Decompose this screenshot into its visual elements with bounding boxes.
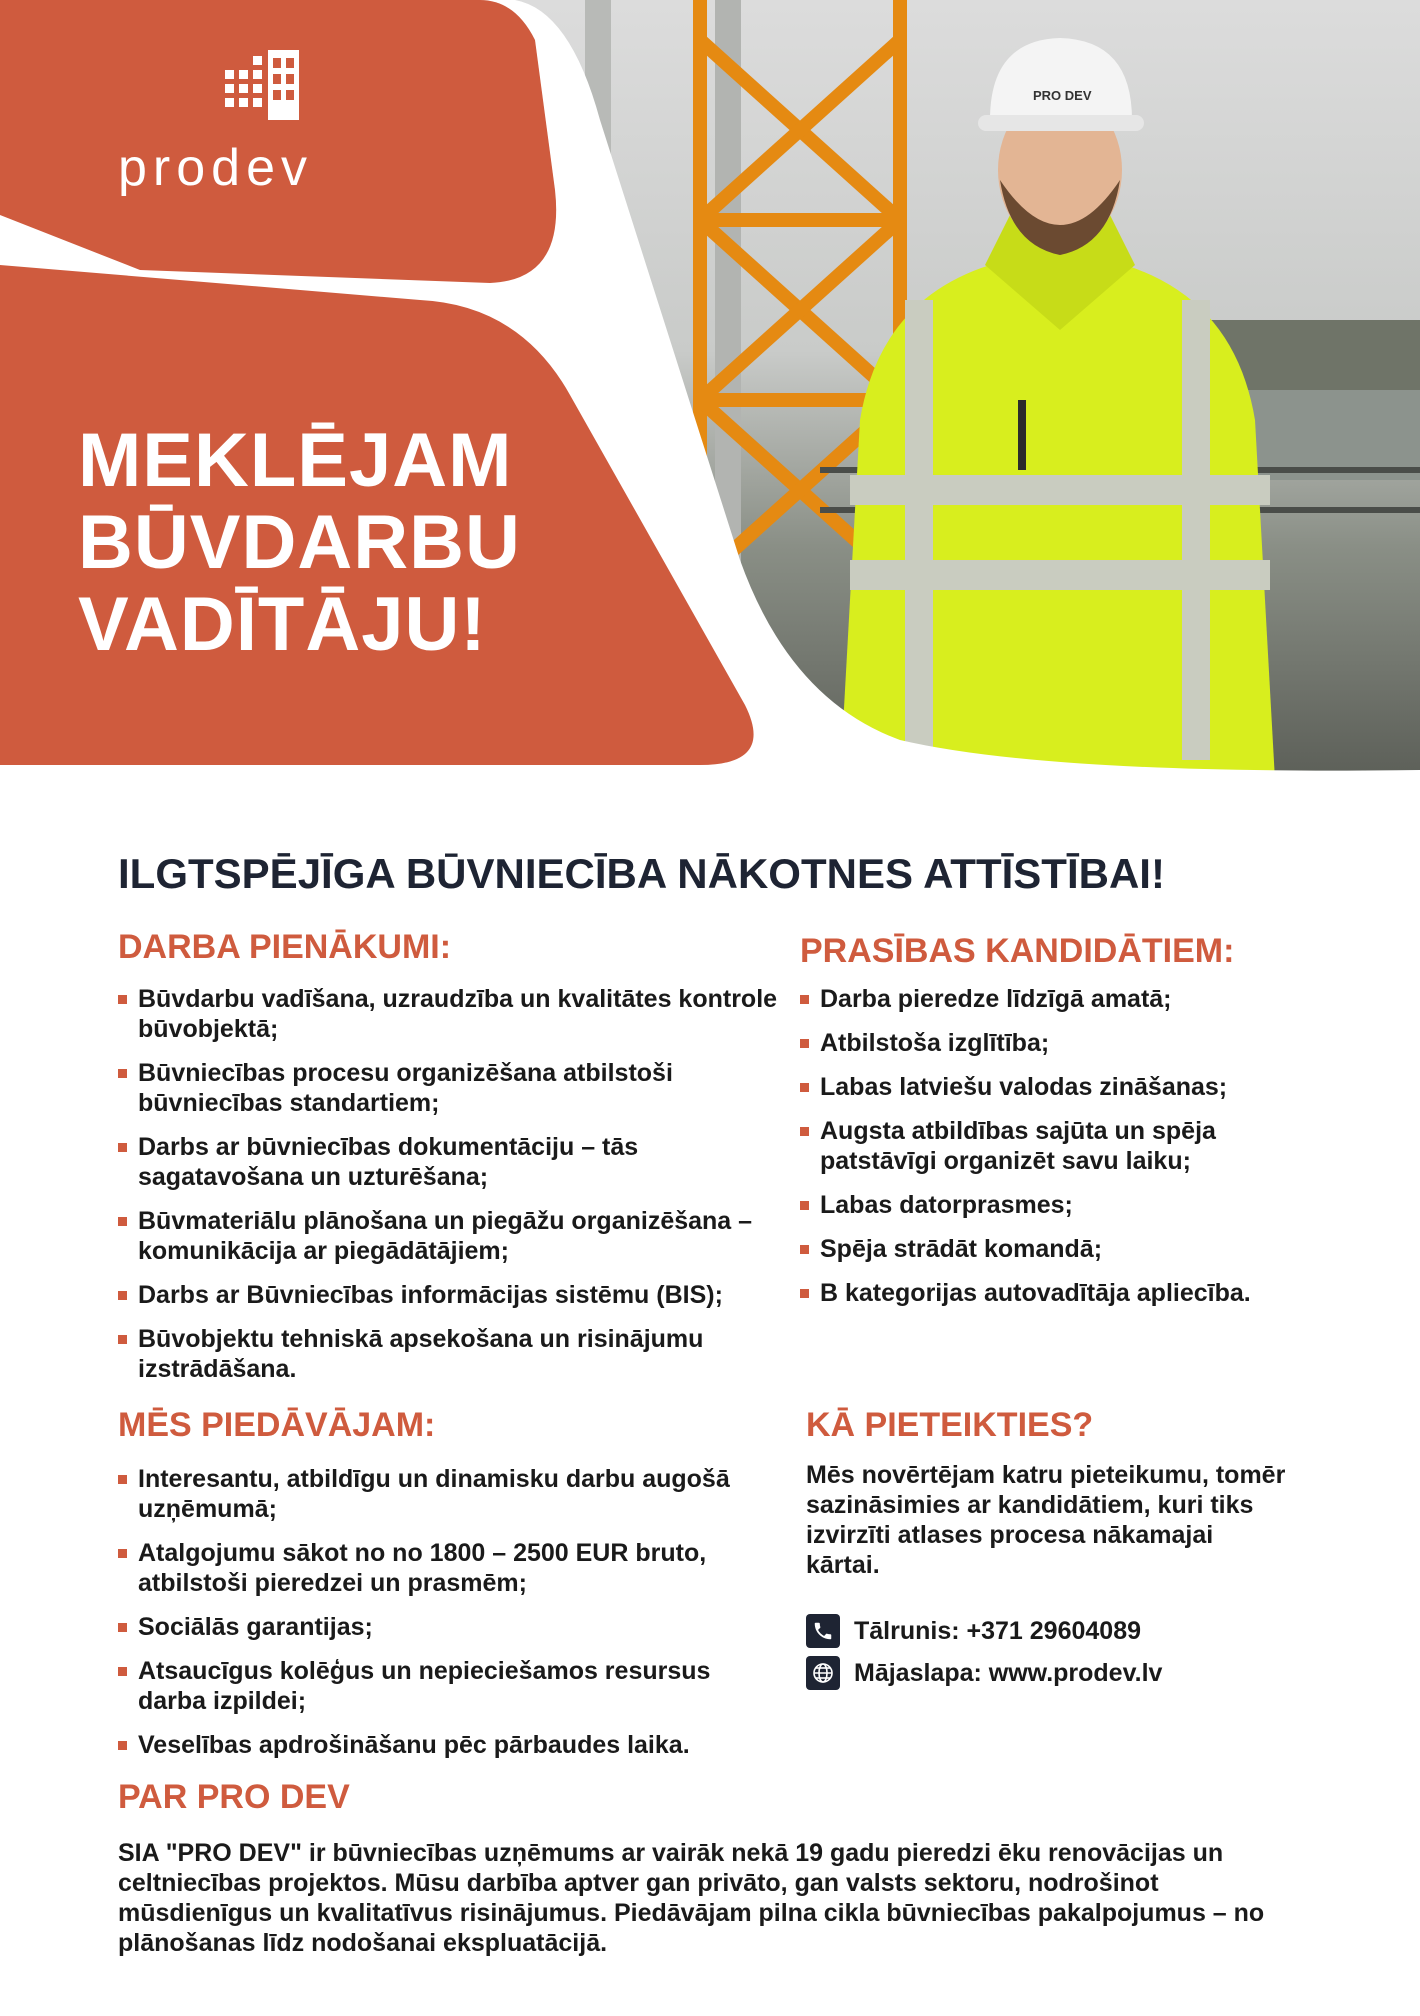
requirements-title: PRASĪBAS KANDIDĀTIEM: <box>800 932 1235 970</box>
contact-phone <box>806 1614 1141 1648</box>
hero-headline <box>78 420 638 666</box>
globe-icon <box>806 1656 840 1690</box>
website-link[interactable]: Mājaslapa: www.prodev.lv <box>854 1658 1163 1687</box>
list-item: Labas datorprasmes; <box>800 1190 1320 1220</box>
list-item: Būvniecības procesu organizēšana atbilstoši būvniecības standartiem; <box>118 1058 778 1118</box>
list-item: Darbs ar būvniecības dokumentāciju – tās sagatavošana un uzturēšana; <box>118 1132 778 1192</box>
duties-list <box>118 984 778 1398</box>
list-item: Darba pieredze līdzīgā amatā; <box>800 984 1320 1014</box>
list-item: Augsta atbildības sajūta un spēja patstāvīgi organizēt savu laiku; <box>800 1116 1320 1176</box>
list-item: Labas latviešu valodas zināšanas; <box>800 1072 1320 1102</box>
requirements-list <box>800 984 1320 1322</box>
about-title: PAR PRO DEV <box>118 1778 350 1816</box>
prodev-logo <box>118 48 418 198</box>
list-item: Atbilstoša izglītība; <box>800 1028 1320 1058</box>
building-icon <box>223 48 303 122</box>
apply-title: KĀ PIETEIKTIES? <box>806 1406 1094 1444</box>
list-item: Interesantu, atbildīgu un dinamisku darbu augošā uzņēmumā; <box>118 1464 778 1524</box>
list-item: Būvdarbu vadīšana, uzraudzība un kvalitātes kontrole būvobjektā; <box>118 984 778 1044</box>
list-item: Atsaucīgus kolēģus un nepieciešamos resursus darba izpildei; <box>118 1656 778 1716</box>
headline-line-2: BŪVDARBU <box>78 500 521 585</box>
phone-icon <box>806 1614 840 1648</box>
duties-title: DARBA PIENĀKUMI: <box>118 928 452 966</box>
phone-link[interactable]: Tālrunis: +371 29604089 <box>854 1616 1141 1645</box>
list-item: Būvmateriālu plānošana un piegāžu organizēšana – komunikācija ar piegādātājiem; <box>118 1206 778 1266</box>
apply-text: Mēs novērtējam katru pieteikumu, tomēr sazināsimies ar kandidātiem, kuri tiks izvirzīti atlases procesa nākamajai kārtai. <box>806 1461 1286 1579</box>
headline-line-3: VADĪTĀJU! <box>78 582 487 667</box>
list-item: Sociālās garantijas; <box>118 1612 778 1642</box>
hero-section <box>0 0 1420 780</box>
offer-list <box>118 1464 778 1774</box>
list-item: Būvobjektu tehniskā apsekošana un risinājumu izstrādāšana. <box>118 1324 778 1384</box>
list-item: B kategorijas autovadītāja apliecība. <box>800 1278 1320 1308</box>
list-item: Atalgojumu sākot no no 1800 – 2500 EUR bruto, atbilstoši pieredzei un prasmēm; <box>118 1538 778 1598</box>
contact-website <box>806 1656 1162 1690</box>
helmet-text: PRO DEV <box>1033 88 1092 103</box>
logo-wordmark: prodev <box>118 139 313 197</box>
tagline: ILGTSPĒJĪGA BŪVNIECĪBA NĀKOTNES ATTĪSTĪBAI! <box>118 850 1165 897</box>
about-text: SIA "PRO DEV" ir būvniecības uzņēmums ar vairāk nekā 19 gadu pieredzi ēku renovācijas un celtniecības projektos. Mūsu darbība aptver gan privāto, gan valsts sektoru, nodrošinot mūsdienīgus un kvalitatīvus risinājumus. Piedāvājam pilna cikla būvniecības pakalpojumus – no plānošanas līdz nodošanai ekspluatācijā. <box>118 1839 1265 1957</box>
list-item: Darbs ar Būvniecības informācijas sistēmu (BIS); <box>118 1280 778 1310</box>
headline-line-1: MEKLĒJAM <box>78 418 513 503</box>
list-item: Spēja strādāt komandā; <box>800 1234 1320 1264</box>
offer-title: MĒS PIEDĀVĀJAM: <box>118 1406 436 1444</box>
list-item: Veselības apdrošināšanu pēc pārbaudes laika. <box>118 1730 778 1760</box>
